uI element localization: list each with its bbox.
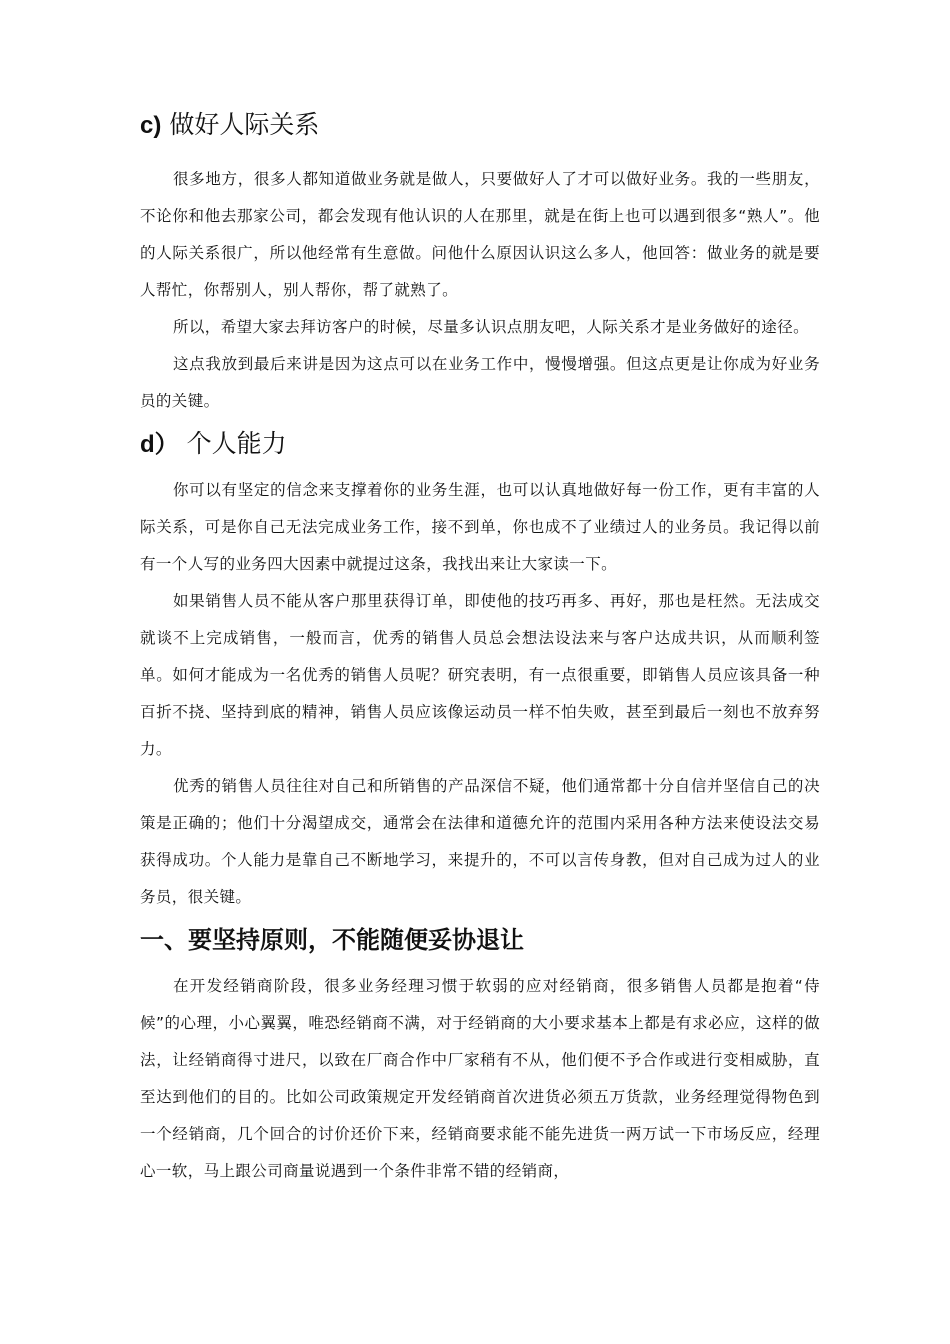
- document-page: [140, 100, 820, 1190]
- section-d-paragraph-1: 你可以有坚定的信念来支撑着你的业务生涯，也可以认真地做好每一份工作，更有丰富的人际关系，可是你自己无法完成业务工作，接不到单，你也成不了业绩过人的业务员。我记得以前有一个人写的业务四大因素中就提过这条，我找出来让大家读一下。: [140, 481, 820, 573]
- section-d-title: 个人能力: [186, 429, 287, 458]
- section-d-paragraph-2: 如果销售人员不能从客户那里获得订单，即使他的技巧再多、再好，那也是枉然。无法成交就谈不上完成销售，一般而言，优秀的销售人员总会想法设法来与客户达成共识，从而顺利签单。如何才能成为一名优秀的销售人员呢？研究表明，有一点很重要，即销售人员应该具备一种百折不挠、坚持到底的精神，销售人员应该像运动员一样不怕失败，甚至到最后一刻也不放弃努力。: [140, 592, 820, 758]
- section-c-title: 做好人际关系: [169, 110, 320, 139]
- section-c-heading: [140, 105, 820, 146]
- section-c-paragraph-2: 所以，希望大家去拜访客户的时候，尽量多认识点朋友吧，人际关系才是业务做好的途径。: [173, 318, 810, 336]
- section-one-paragraph-1: 在开发经销商阶段，很多业务经理习惯于软弱的应对经销商，很多销售人员都是抱着“侍候”的心理，小心翼翼，唯恐经销商不满，对于经销商的大小要求基本上都是有求必应，这样的做法，让经销商得寸进尺，以致在厂商合作中厂家稍有不从，他们便不予合作或进行变相威胁，直至达到他们的目的。比如公司政策规定开发经销商首次进货必须五万货款，业务经理觉得物色到一个经销商，几个回合的讨价还价下来，经销商要求能不能先进货一两万试一下市场反应，经理心一软，马上跟公司商量说遇到一个条件非常不错的经销商，: [140, 977, 820, 1180]
- section-c-tag: c): [140, 112, 162, 139]
- section-c-paragraph-1: 很多地方，很多人都知道做业务就是做人，只要做好人了才可以做好业务。我的一些朋友，不论你和他去那家公司，都会发现有他认识的人在那里，就是在街上也可以遇到很多“熟人”。他的人际关系很广，所以他经常有生意做。问他什么原因认识这么多人，他回答：做业务的就是要人帮忙，你帮别人，别人帮你，帮了就熟了。: [140, 170, 820, 299]
- section-d-heading: [140, 424, 820, 465]
- section-d-paragraph-3: 优秀的销售人员往往对自己和所销售的产品深信不疑，他们通常都十分自信并坚信自己的决策是正确的；他们十分渴望成交，通常会在法律和道德允许的范围内采用各种方法来使设法交易获得成功。个人能力是靠自己不断地学习，来提升的，不可以言传身教，但对自己成为过人的业务员，很关键。: [140, 777, 820, 906]
- section-c-paragraph-3: 这点我放到最后来讲是因为这点可以在业务工作中，慢慢增强。但这点更是让你成为好业务员的关键。: [140, 355, 820, 410]
- section-one-heading: 一、要坚持原则，不能随便妥协退让: [140, 926, 524, 954]
- section-d-tag: d）: [140, 431, 179, 458]
